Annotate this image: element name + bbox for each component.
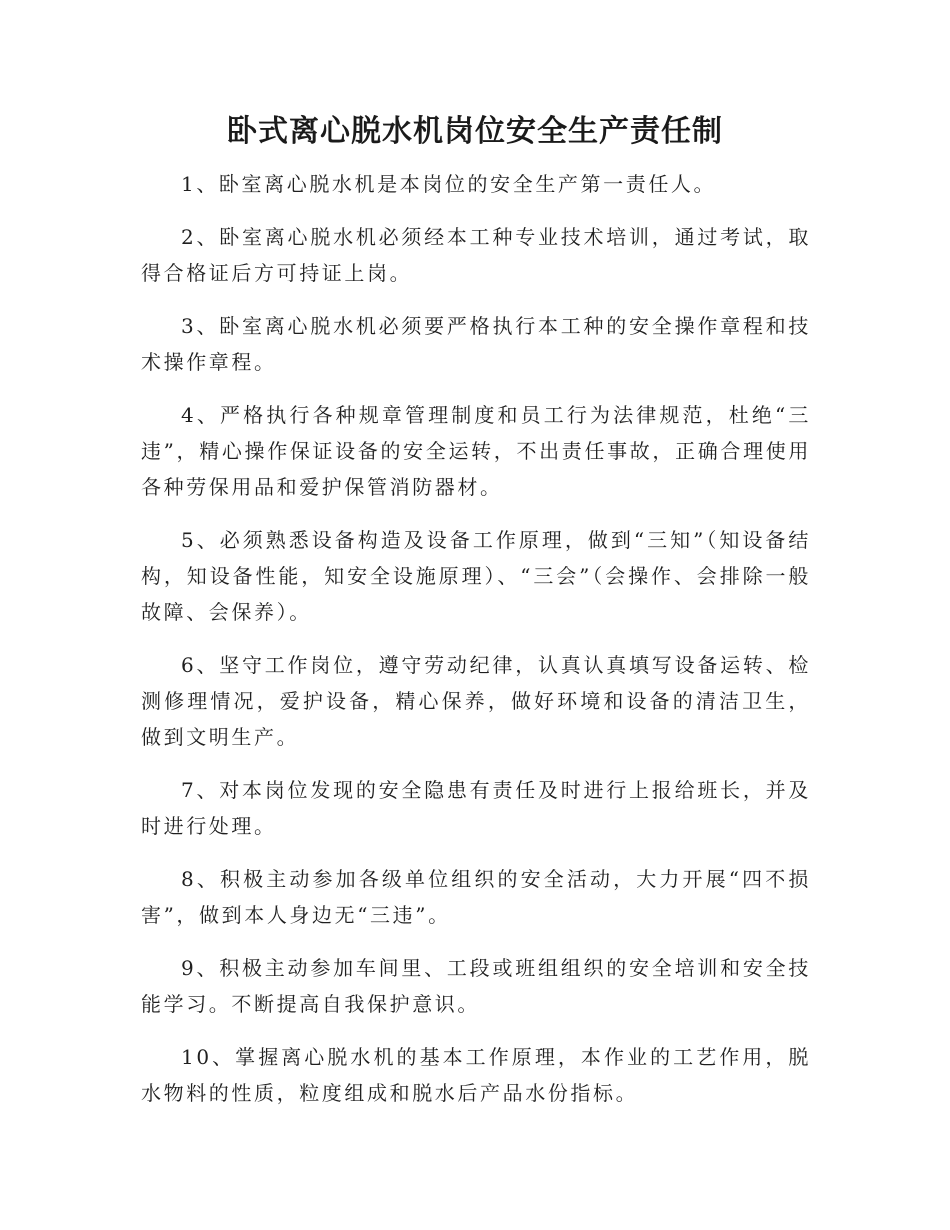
paragraph-7: 7、对本岗位发现的安全隐患有责任及时进行上报给班长，并及时进行处理。 <box>141 778 811 838</box>
document-title: 卧式离心脱水机岗位安全生产责任制 <box>227 114 723 149</box>
paragraph-6: 6、坚守工作岗位，遵守劳动纪律，认真认真填写设备运转、检测修理情况，爱护设备，精心保养，做好环境和设备的清洁卫生，做到文明生产。 <box>141 653 811 749</box>
paragraph-5: 5、必须熟悉设备构造及设备工作原理，做到“三知”（知设备结构，知设备性能，知安全设施原理）、“三会”（会操作、会排除一般故障、会保养）。 <box>141 528 811 624</box>
document-body <box>141 166 811 1128</box>
paragraph-10: 10、掌握离心脱水机的基本工作原理，本作业的工艺作用，脱水物料的性质，粒度组成和脱水后产品水份指标。 <box>141 1045 811 1105</box>
paragraph-2: 2、卧室离心脱水机必须经本工种专业技术培训，通过考试，取得合格证后方可持证上岗。 <box>141 225 811 285</box>
paragraph-1: 1、卧室离心脱水机是本岗位的安全生产第一责任人。 <box>181 172 717 196</box>
paragraph-4: 4、严格执行各种规章管理制度和员工行为法律规范，杜绝“三违”，精心操作保证设备的安全运转，不出责任事故，正确合理使用各种劳保用品和爱护保管消防器材。 <box>141 403 811 499</box>
paragraph-8: 8、积极主动参加各级单位组织的安全活动，大力开展“四不损害”，做到本人身边无“三违”。 <box>141 867 811 927</box>
paragraph-3: 3、卧室离心脱水机必须要严格执行本工种的安全操作章程和技术操作章程。 <box>141 314 811 374</box>
paragraph-9: 9、积极主动参加车间里、工段或班组组织的安全培训和安全技能学习。不断提高自我保护意识。 <box>141 956 811 1016</box>
